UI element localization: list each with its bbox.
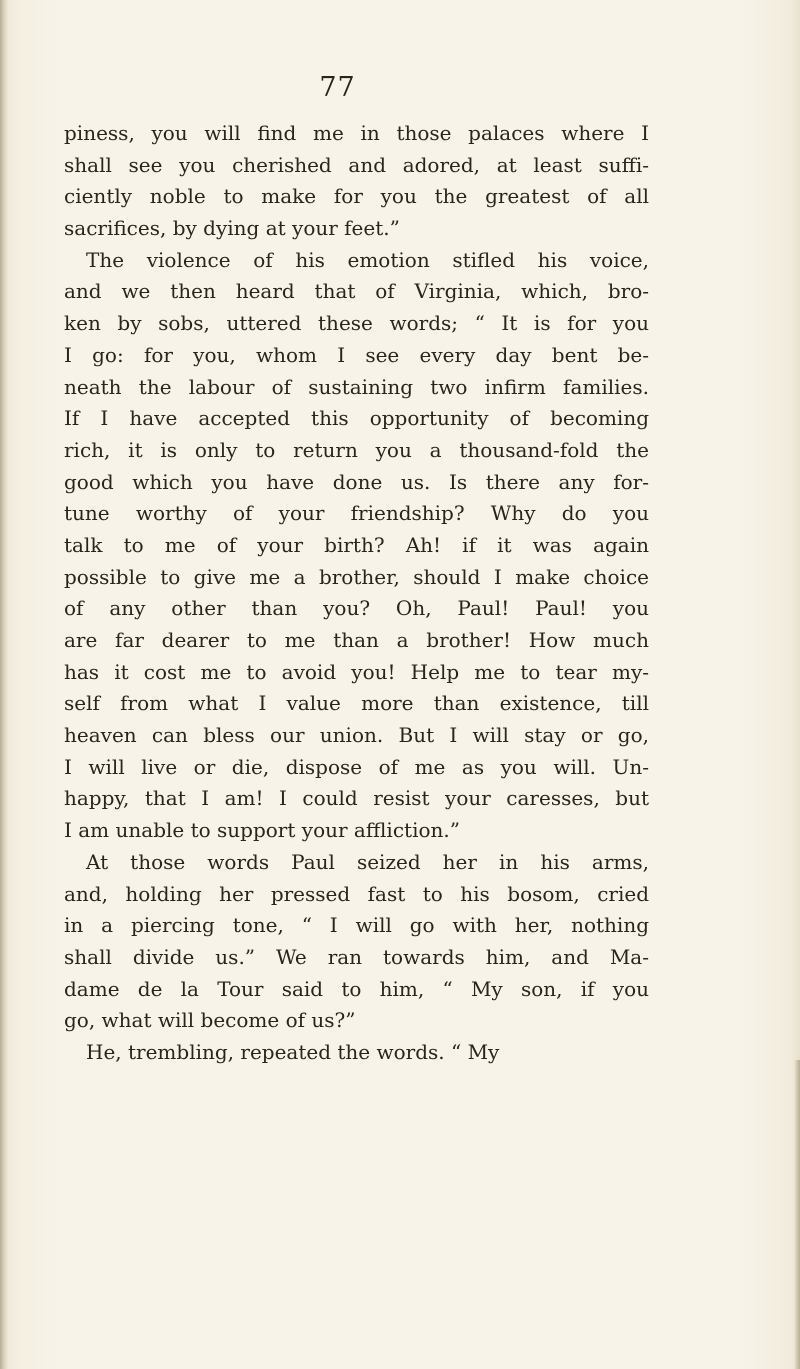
body-text xyxy=(64,118,649,1069)
text-line: If I have accepted this opportunity of becoming xyxy=(64,406,649,431)
text-line: good which you have done us. Is there any for- xyxy=(64,469,649,494)
text-line: possible to give me a brother, should I make choice xyxy=(64,564,649,589)
text-line: ken by sobs, uttered these words; “ It is for you xyxy=(64,311,649,336)
paragraph-start-line: At those words Paul seized her in his arms, xyxy=(86,849,649,874)
paragraph-start-line: The violence of his emotion stifled his voice, xyxy=(86,247,649,272)
page-edge-shadow xyxy=(794,1060,800,1369)
text-line: rich, it is only to return you a thousand-fold the xyxy=(64,437,649,462)
text-line: happy, that I am! I could resist your caresses, but xyxy=(64,786,649,811)
text-line: and we then heard that of Virginia, which, bro- xyxy=(64,279,649,304)
text-line: talk to me of your birth? Ah! if it was again xyxy=(64,532,649,557)
text-line: ciently noble to make for you the greatest of all xyxy=(64,184,649,209)
text-line: I go: for you, whom I see every day bent be- xyxy=(64,342,649,367)
text-line: of any other than you? Oh, Paul! Paul! you xyxy=(64,596,649,621)
text-line: self from what I value more than existence, till xyxy=(64,691,649,716)
text-line: shall see you cherished and adored, at least suffi- xyxy=(64,152,649,177)
text-line: shall divide us.” We ran towards him, and Ma- xyxy=(64,944,649,969)
text-line: in a piercing tone, “ I will go with her, nothing xyxy=(64,913,649,938)
text-line: and, holding her pressed fast to his bosom, cried xyxy=(64,881,649,906)
text-line: go, what will become of us?” xyxy=(64,1008,356,1033)
text-line: heaven can bless our union. But I will stay or go, xyxy=(64,723,649,748)
text-line: I will live or die, dispose of me as you will. Un- xyxy=(64,754,649,779)
text-line: dame de la Tour said to him, “ My son, if you xyxy=(64,976,649,1001)
page-number: 77 xyxy=(319,72,356,103)
gutter-shadow xyxy=(0,0,8,1369)
text-line: piness, you will find me in those palaces where I xyxy=(64,121,649,145)
text-line: are far dearer to me than a brother! How much xyxy=(64,628,649,652)
text-line: sacrifices, by dying at your feet.” xyxy=(64,216,400,241)
paragraph-start-line: He, trembling, repeated the words. “ My xyxy=(86,1039,500,1064)
text-line: has it cost me to avoid you! Help me to tear my- xyxy=(64,659,649,684)
text-line: tune worthy of your friendship? Why do you xyxy=(64,501,649,526)
text-line: I am unable to support your affliction.” xyxy=(64,818,460,843)
text-line: neath the labour of sustaining two infirm families. xyxy=(64,374,649,399)
